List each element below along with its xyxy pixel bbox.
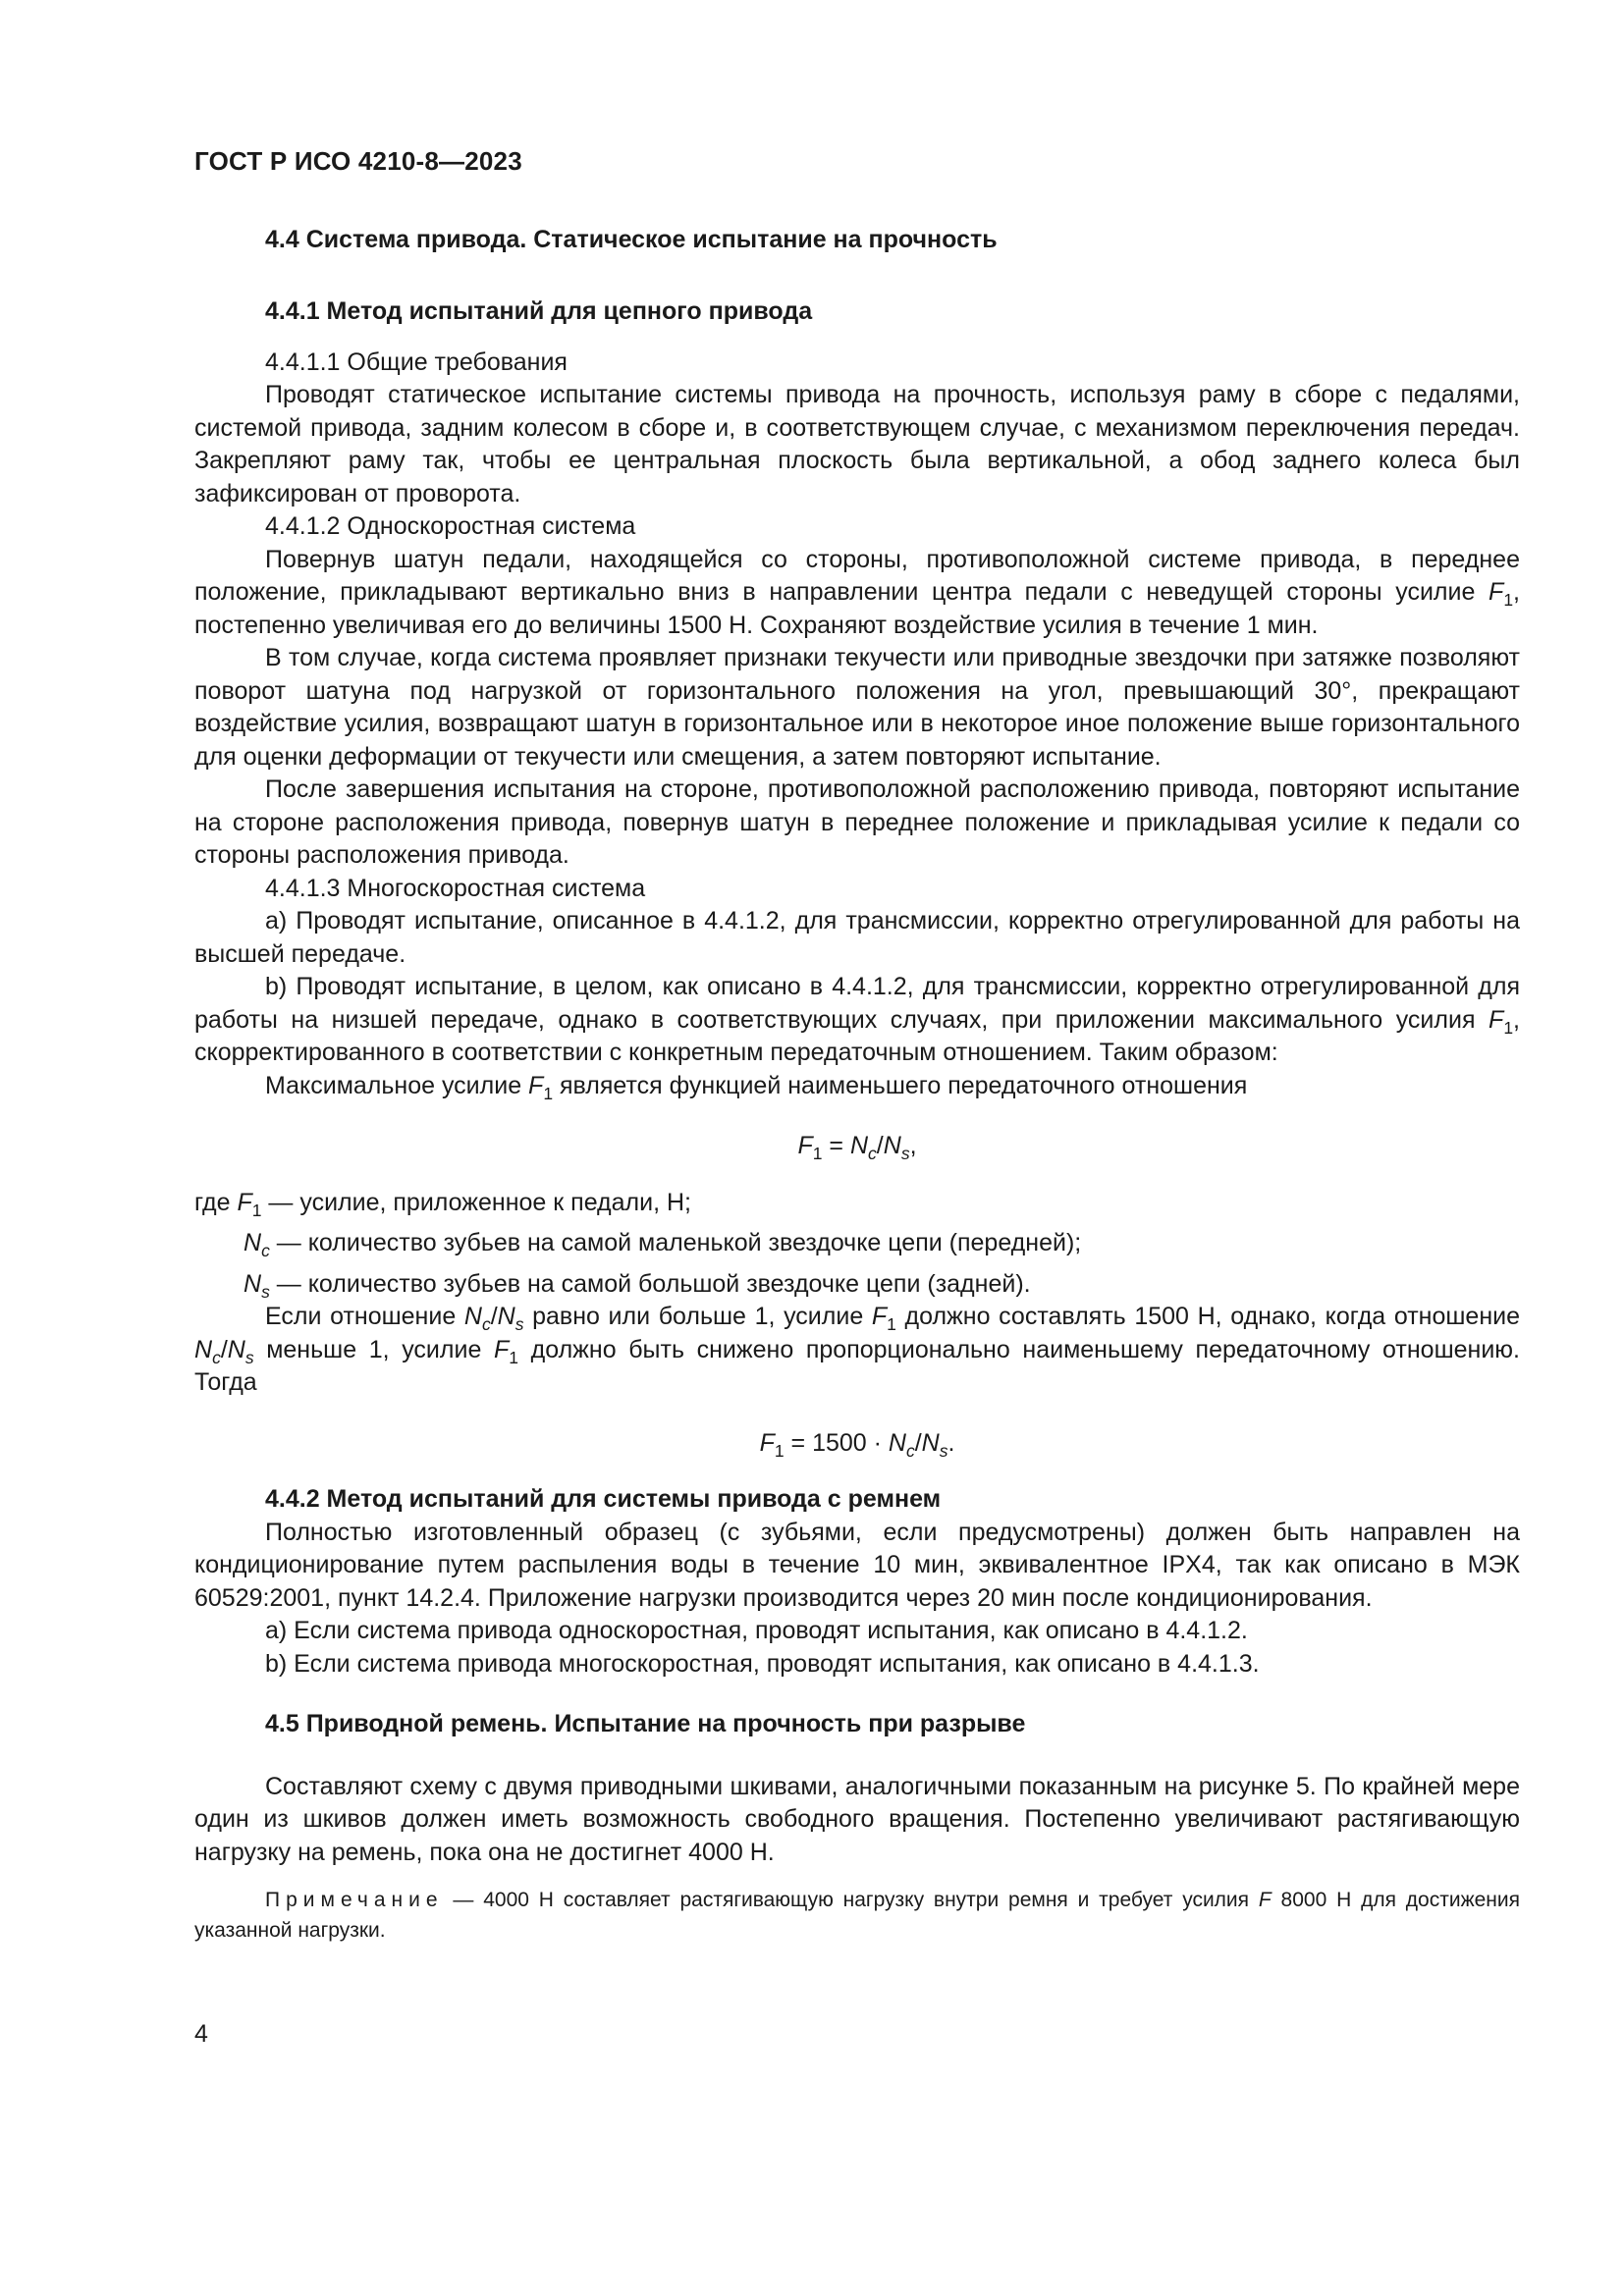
page-number: 4 [194,2020,208,2048]
formula-gear-ratio: $F_1 = N_c/N_s$, [797,1132,917,1163]
section-4-4-1-2-paragraph-1: Повернув шатун педали, находящейся со стороны, противоположной системе привода, в переднее положение, прикладывают вертикально вниз в направлении центра педали с неведущей стороны усилие $F_1$, постепенно увеличивая его до величины 1500 Н. Сохраняют воздействие усилия в течение 1 мин. [194,545,1520,639]
section-4-4-1-2-paragraph-2: В том случае, когда система проявляет признаки текучести или приводные звездочки при затяжке позволяют поворот шатуна под нагрузкой от горизонтального положения на угол, превышающий 30°, прекращают воздействие усилия, возвращают шатун в горизонтальное или в некоторое иное положение выше горизонтального для оценки деформации от текучести или смещения, а затем повторяют испытание. [194,644,1520,771]
section-4-4-1-1-title: 4.4.1.1 Общие требования [265,347,568,376]
section-4-4-1-1-text: Проводят статическое испытание системы привода на прочность, используя раму в сборе с педалями, системой привода, задним колесом в сборе и, в соответствующем случае, с механизмом переключения передач. Закрепляют раму так, чтобы ее центральная плоскость была вертикальной, а обод заднего колеса был зафиксирован от проворота. [194,381,1520,507]
section-4-4-2-title: 4.4.2 Метод испытаний для системы привода с ремнем [265,1485,942,1513]
section-4-4-title: 4.4 Система привода. Статическое испытание на прочность [265,225,998,253]
section-4-4-1-2-paragraph-3: После завершения испытания на стороне, противоположной расположению привода, повторяют испытание на стороне расположения привода, повернув шатун в переднее положение и прикладывая усилие к педали со стороны расположения привода. [194,775,1520,869]
where-nc: $N_c$ — количество зубьев на самой маленькой звездочке цепи (передней); [244,1229,1082,1260]
section-4-4-1-3-item-a: a) Проводят испытание, описанное в 4.4.1.2, для трансмиссии, корректно отрегулированной для работы на высшей передаче. [194,907,1520,968]
note: Примечание — 4000 Н составляет растягивающую нагрузку внутри ремня и требует усилия F 8000 Н для достижения указанной нагрузки. [194,1889,1520,1942]
section-4-4-2-text: Полностью изготовленный образец (с зубьями, если предусмотрены) должен быть направлен на кондиционирование путем распыления воды в течение 10 мин, эквивалентное IPX4, так как описано в МЭК 60529:2001, пункт 14.2.4. Приложение нагрузки производится через 20 мин после кондиционирования. [194,1518,1520,1612]
section-4-5-title: 4.5 Приводной ремень. Испытание на прочность при разрыве [265,1710,1026,1737]
section-4-5-text: Составляют схему с двумя приводными шкивами, аналогичными показанным на рисунке 5. По крайней мере один из шкивов должен иметь возможность свободного вращения. Постепенно увеличивают растягивающую нагрузку на ремень, пока она не достигнет 4000 Н. [194,1772,1520,1866]
section-4-4-1-2-title: 4.4.1.2 Односкоростная система [265,512,636,540]
section-4-4-2-item-b: b) Если система привода многоскоростная, проводят испытания, как описано в 4.4.1.3. [265,1649,1260,1678]
formula-reduced-force: $F_1 = 1500 \cdot N_c/N_s$. [759,1428,955,1461]
section-4-4-1-title: 4.4.1 Метод испытаний для цепного привода [265,297,813,325]
section-4-4-1-3-item-b: b) Проводят испытание, в целом, как описано в 4.4.1.2, для трансмиссии, корректно отрегулированной для работы на низшей передаче, однако в соответствующих случаях, при приложении максимального усилия $F_1$, скорректированного в соответствии с конкретным передаточным отношением. Таким образом: [194,973,1520,1066]
where-f1: где $F_1$ — усилие, приложенное к педали, Н; [194,1188,691,1220]
document-page [194,145,1520,1946]
section-4-4-2-item-a: a) Если система привода односкоростная, проводят испытания, как описано в 4.4.1.2. [265,1617,1248,1644]
where-ns: $N_s$ — количество зубьев на самой большой звездочке цепи (задней). [244,1269,1031,1302]
section-4-4-1-3-title: 4.4.1.3 Многоскоростная система [265,874,646,902]
ratio-condition: Если отношение $N_c/N_s$ равно или больше 1, усилие $F_1$ должно составлять 1500 Н, однако, когда отношение $N_c/N_s$ меньше 1, усилие $F_1$ должно быть снижено пропорционально наименьшему передаточному отношению. Тогда [194,1303,1521,1396]
note-label: Примечание [265,1889,444,1911]
document-header: ГОСТ Р ИСО 4210-8—2023 [194,146,522,176]
max-force-statement: Максимальное усилие $F_1$ является функцией наименьшего передаточного отношения [265,1071,1248,1103]
